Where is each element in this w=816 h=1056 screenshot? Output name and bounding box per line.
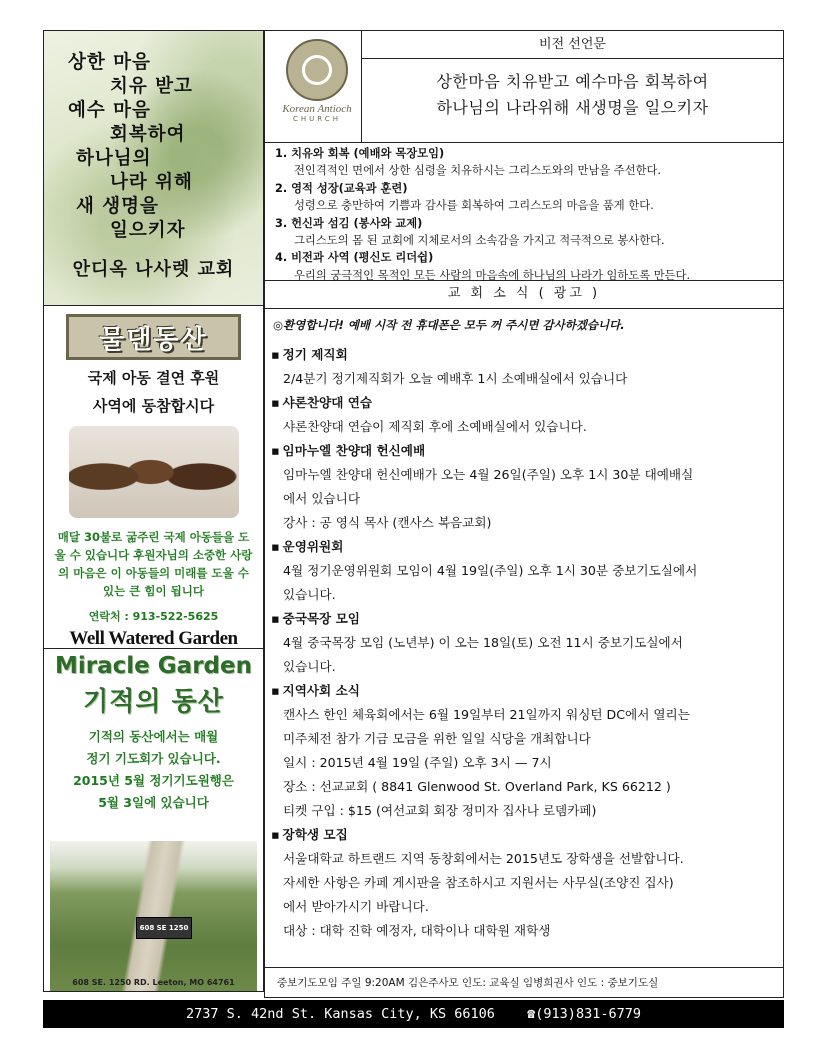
point-title: 4. 비전과 사역 (평신도 리더쉽) (275, 251, 434, 265)
garden-desc-line: 5월 3일에 있습니다 (98, 795, 209, 810)
vision-statement-line: 하나님의 나라위해 새생명을 일으키자 (436, 98, 709, 117)
logo-text: Korean Antioch (282, 103, 352, 115)
news-item-line: 미주체전 참가 기금 모금을 위한 일일 식당을 개최합니다 (283, 731, 591, 746)
news-item-line: 에서 있습니다 (283, 491, 360, 506)
news-item (271, 607, 783, 679)
church-logo (273, 39, 361, 137)
news-item-line: 있습니다. (283, 659, 336, 674)
vision-points (265, 143, 783, 281)
news-item-title: ▪ 운영위원회 (271, 535, 783, 559)
logo-sub: CHURCH (293, 115, 341, 123)
point-desc: 우리의 궁극적인 목적인 모든 사람의 마음속에 하나님의 나라가 임하도록 만든다. (294, 268, 691, 282)
garden-description (44, 726, 263, 814)
news-item-line: 4월 중국목장 모임 (노년부) 이 오는 18일(토) 오전 11시 중보기도실에서 (283, 635, 683, 650)
children-photo (69, 426, 239, 518)
news-item-title: ▪ 정기 제직회 (271, 343, 783, 367)
right-column (264, 30, 784, 998)
vision-line: 일으키자 (110, 220, 186, 241)
news-item-line: 일시 : 2015년 4월 19일 (주일) 오후 3시 — 7시 (283, 755, 552, 770)
church-name: 안디옥 나사렛 교회 (72, 259, 235, 280)
news-item (271, 343, 783, 391)
vision-line: 나라 위해 (110, 172, 193, 193)
news-item-title: ▪ 중국목장 모임 (271, 607, 783, 631)
news-item-line: 서울대학교 하트랜드 지역 동창회에서는 2015년도 장학생을 선발합니다. (283, 851, 684, 866)
news-item-line: 강사 : 공 영식 목사 (캔사스 복음교회) (283, 515, 492, 530)
news-title: 교 회 소 식 ( 광고 ) (265, 281, 783, 309)
news-item (271, 439, 783, 535)
left-column (43, 30, 264, 992)
point-title: 3. 헌신과 섬김 (봉사와 교제) (275, 216, 423, 230)
point-desc: 전인격적인 면에서 상한 심령을 치유하시는 그리스도와의 만남을 주선한다. (294, 164, 662, 178)
garden-desc-line: 정기 기도회가 있습니다. (86, 751, 221, 766)
garden-desc-line: 2015년 5월 정기기도원행은 (73, 773, 234, 788)
news-item (271, 391, 783, 439)
news-item-line: 샤론찬양대 연습이 제직회 후에 소예배실에서 있습니다. (283, 419, 587, 434)
news-item-line: 임마누엘 찬양대 헌신예배가 오는 4월 26일(주일) 오후 1시 30분 대예배실 (283, 467, 694, 482)
news-item-line: 에서 받아가시기 바랍니다. (283, 899, 429, 914)
news-item (271, 823, 783, 943)
water-garden-ad (43, 305, 264, 649)
garden-desc-line: 기적의 동산에서는 매월 (88, 729, 219, 744)
vision-statement (361, 59, 783, 142)
garden-title-en: Miracle Garden (55, 653, 252, 679)
news-item-line: 캔사스 한인 체육회에서는 6월 19일부터 21일까지 워싱턴 DC에서 열리는 (283, 707, 690, 722)
point-title: 2. 영적 성장(교육과 훈련) (275, 181, 408, 195)
header (265, 31, 783, 143)
vision-line: 상한 마음 (68, 52, 151, 73)
ad-sign: 물댄동산 (66, 314, 241, 360)
welcome-note: ◎환영합니다! 예배 시작 전 휴대폰은 모두 꺼 주시면 감사하겠습니다. (273, 318, 625, 332)
vision-line: 새 생명을 (76, 196, 159, 217)
vision-line: 치유 받고 (110, 76, 193, 97)
ad-headline-1: 국제 아동 결연 후원 (87, 369, 220, 387)
nazarene-seal-icon (286, 39, 348, 101)
news-list (265, 333, 783, 943)
news-item-title: ▪ 임마누엘 찬양대 헌신예배 (271, 439, 783, 463)
point-desc: 그리스도의 몸 된 교회에 지체로서의 소속감을 가지고 적극적으로 봉사한다. (294, 234, 665, 248)
mailbox (136, 917, 192, 939)
vision-line: 예수 마음 (68, 100, 151, 121)
mailbox-number: 608 SE 1250 (139, 924, 189, 932)
country-road-photo (50, 841, 257, 991)
news-item-line: 대상 : 대학 진학 예정자, 대학이나 대학원 재학생 (283, 923, 551, 938)
prayer-info: 중보기도모임 주일 9:20AM 김은주사모 인도: 교육실 임병희권사 인도 : 중보기도실 (265, 967, 783, 997)
church-phone: ☎(913)831-6779 (527, 1006, 641, 1022)
garden-title-ko: 기적의 동산 (83, 687, 224, 717)
ad-description: 매달 30불로 굶주린 국제 아동들을 도울 수 있습니다 후원자님의 소중한 사랑의 마음은 이 아동들의 미래를 도울 수 있는 큰 힘이 됩니다 (54, 530, 253, 598)
vision-title: 비전 선언문 (361, 31, 783, 59)
news-item (271, 679, 783, 823)
news-item-title: ▪ 장학생 모집 (271, 823, 783, 847)
news-item-title: ▪ 지역사회 소식 (271, 679, 783, 703)
point-desc: 성령으로 충만하여 기쁨과 감사를 회복하여 그리스도의 마음을 품게 한다. (294, 199, 654, 213)
vision-line: 회복하여 (110, 124, 186, 145)
vision-statement-line: 상한마음 치유받고 예수마음 회복하여 (436, 72, 709, 91)
ad-headline-2: 사역에 동참합시다 (92, 397, 215, 415)
address-bar (43, 1000, 784, 1028)
news-item-line: 장소 : 선교교회 ( 8841 Glenwood St. Overland Park, KS 66212 ) (283, 779, 671, 794)
news-item-line: 있습니다. (283, 587, 336, 602)
news-item-line: 2/4분기 정기제직회가 오늘 예배후 1시 소예배실에서 있습니다 (283, 371, 628, 386)
vision-poem-panel (43, 30, 264, 306)
ministry-name: Well Watered Garden (69, 628, 238, 649)
ad-contact: 연락처 : 913-522-5625 (88, 610, 219, 623)
miracle-garden-ad (43, 648, 264, 992)
news-item (271, 535, 783, 607)
news-item-line: 자세한 사항은 카페 게시판을 참조하시고 지원서는 사무실(조양진 집사) (283, 875, 674, 890)
point-title: 1. 치유와 회복 (예배와 목장모임) (275, 147, 445, 160)
vision-line: 하나님의 (76, 148, 152, 169)
news-item-line: 티켓 구입 : $15 (여선교회 회장 정미자 집사나 로뎀카페) (283, 803, 597, 818)
garden-address: 608 SE. 1250 RD. Leeton, MO 64761 (72, 978, 235, 987)
news-item-title: ▪ 샤론찬양대 연습 (271, 391, 783, 415)
church-address: 2737 S. 42nd St. Kansas City, KS 66106 (186, 1006, 495, 1022)
news-item-line: 4월 정기운영위원회 모임이 4월 19일(주일) 오후 1시 30분 중보기도실에서 (283, 563, 698, 578)
